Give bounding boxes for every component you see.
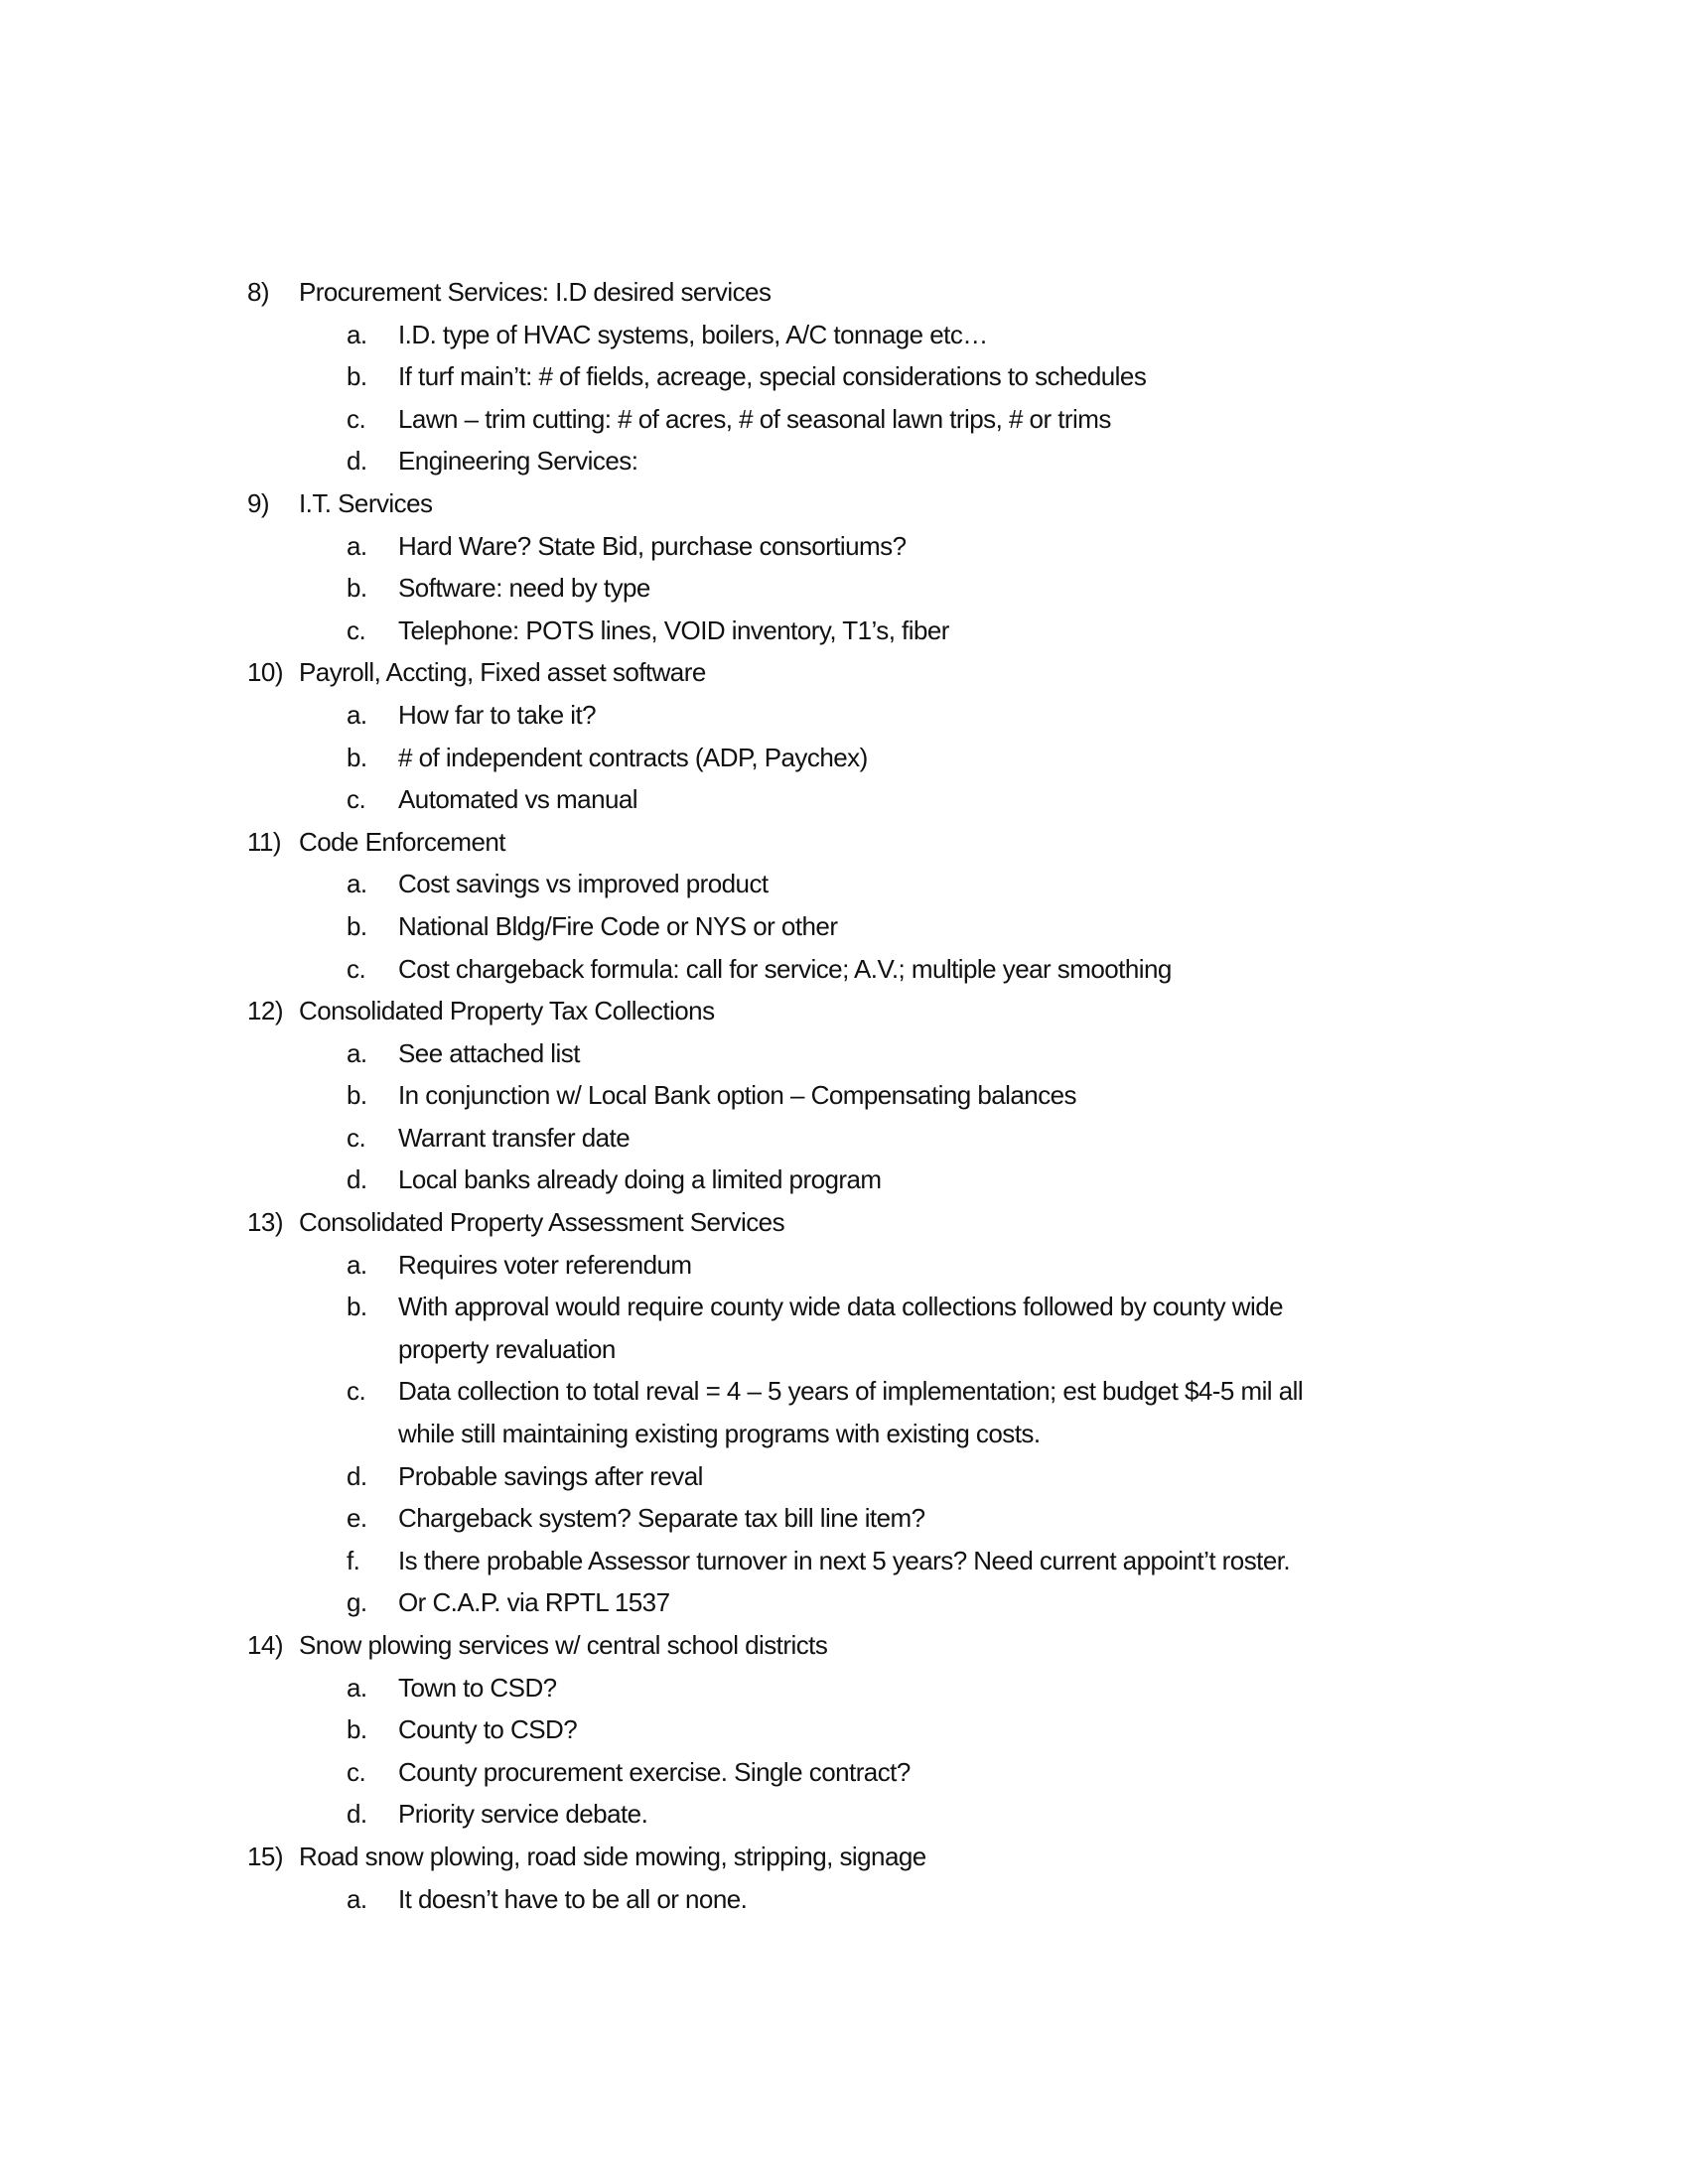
item-letter: c. bbox=[347, 784, 366, 815]
section-heading bbox=[0, 482, 1688, 525]
list-item bbox=[0, 1117, 1688, 1160]
list-item bbox=[0, 1074, 1688, 1117]
item-letter: g. bbox=[347, 1587, 367, 1618]
outline-section bbox=[0, 1201, 1688, 1624]
item-letter: f. bbox=[347, 1545, 360, 1575]
item-letter: d. bbox=[347, 1460, 367, 1491]
list-item bbox=[0, 1793, 1688, 1836]
item-letter: a. bbox=[347, 319, 367, 349]
list-item bbox=[0, 778, 1688, 821]
item-letter: a. bbox=[347, 869, 367, 899]
section-heading bbox=[0, 821, 1688, 864]
item-text: It doesn’t have to be all or none. bbox=[398, 1883, 748, 1914]
list-item-continuation bbox=[0, 1328, 1688, 1371]
outline-section bbox=[0, 1624, 1688, 1836]
item-text: Cost chargeback formula: call for service; A.V.; multiple year smoothing bbox=[398, 953, 1172, 984]
item-text: Or C.A.P. via RPTL 1537 bbox=[398, 1587, 670, 1618]
item-text: County to CSD? bbox=[398, 1714, 578, 1745]
item-text: Is there probable Assessor turnover in next 5 years? Need current appoint’t roster. bbox=[398, 1545, 1291, 1575]
outline-section bbox=[0, 990, 1688, 1201]
item-letter: a. bbox=[347, 1249, 367, 1280]
section-number: 14) bbox=[247, 1630, 283, 1660]
list-item bbox=[0, 355, 1688, 398]
item-letter: a. bbox=[347, 1672, 367, 1703]
outline-section bbox=[0, 271, 1688, 482]
item-text: Hard Ware? State Bid, purchase consortiums? bbox=[398, 530, 907, 561]
item-letter: b. bbox=[347, 1714, 367, 1745]
item-text: If turf main’t: # of fields, acreage, special considerations to schedules bbox=[398, 361, 1147, 392]
list-item bbox=[0, 1159, 1688, 1201]
list-item bbox=[0, 1667, 1688, 1709]
outline-section bbox=[0, 482, 1688, 651]
section-heading bbox=[0, 990, 1688, 1032]
item-text: Town to CSD? bbox=[398, 1672, 557, 1703]
list-item bbox=[0, 948, 1688, 991]
item-letter: b. bbox=[347, 573, 367, 604]
item-letter: a. bbox=[347, 530, 367, 561]
section-title: I.T. Services bbox=[299, 487, 433, 518]
item-text: See attached list bbox=[398, 1037, 580, 1068]
item-letter: a. bbox=[347, 1037, 367, 1068]
list-item bbox=[0, 863, 1688, 905]
list-item bbox=[0, 1244, 1688, 1287]
item-letter: a. bbox=[347, 699, 367, 730]
item-letter: c. bbox=[347, 953, 366, 984]
list-item bbox=[0, 1032, 1688, 1075]
item-text: Requires voter referendum bbox=[398, 1249, 692, 1280]
outline-section bbox=[0, 821, 1688, 990]
list-item bbox=[0, 1370, 1688, 1413]
section-title: Road snow plowing, road side mowing, stripping, signage bbox=[299, 1841, 926, 1871]
item-letter: b. bbox=[347, 1080, 367, 1111]
item-letter: c. bbox=[347, 1122, 366, 1153]
item-letter: d. bbox=[347, 1799, 367, 1830]
list-item bbox=[0, 610, 1688, 652]
section-heading bbox=[0, 1836, 1688, 1878]
section-title: Payroll, Accting, Fixed asset software bbox=[299, 657, 706, 688]
item-text: Local banks already doing a limited program bbox=[398, 1164, 882, 1195]
item-text: With approval would require county wide data collections followed by county wide bbox=[398, 1292, 1284, 1322]
list-item bbox=[0, 440, 1688, 482]
section-title: Code Enforcement bbox=[299, 826, 505, 857]
item-text: # of independent contracts (ADP, Paychex) bbox=[398, 742, 868, 772]
document-body bbox=[0, 271, 1688, 1920]
section-number: 8) bbox=[247, 277, 270, 307]
item-text: Data collection to total reval = 4 – 5 years of implementation; est budget $4-5 mil all bbox=[398, 1376, 1304, 1407]
item-letter: c. bbox=[347, 1376, 366, 1407]
section-title: Consolidated Property Tax Collections bbox=[299, 996, 715, 1026]
item-text: Probable savings after reval bbox=[398, 1460, 703, 1491]
section-number: 10) bbox=[247, 657, 283, 688]
item-letter: b. bbox=[347, 1292, 367, 1322]
item-text: Priority service debate. bbox=[398, 1799, 648, 1830]
item-text: Telephone: POTS lines, VOID inventory, T1’s, fiber bbox=[398, 614, 949, 645]
item-text: Chargeback system? Separate tax bill line item? bbox=[398, 1503, 925, 1534]
item-letter: c. bbox=[347, 1756, 366, 1787]
item-letter: d. bbox=[347, 446, 367, 477]
section-heading bbox=[0, 651, 1688, 694]
item-text: Software: need by type bbox=[398, 573, 650, 604]
section-number: 11) bbox=[247, 826, 281, 857]
outline-section bbox=[0, 1836, 1688, 1920]
list-item bbox=[0, 1751, 1688, 1794]
item-text: while still maintaining existing programs with existing costs. bbox=[398, 1419, 1041, 1449]
section-heading bbox=[0, 271, 1688, 314]
list-item bbox=[0, 567, 1688, 610]
outline-section bbox=[0, 651, 1688, 820]
list-item bbox=[0, 1581, 1688, 1624]
list-item bbox=[0, 314, 1688, 356]
item-letter: b. bbox=[347, 910, 367, 941]
item-letter: c. bbox=[347, 403, 366, 434]
section-number: 13) bbox=[247, 1207, 283, 1238]
list-item bbox=[0, 1540, 1688, 1582]
list-item-continuation bbox=[0, 1413, 1688, 1455]
section-title: Snow plowing services w/ central school districts bbox=[299, 1630, 828, 1660]
section-title: Consolidated Property Assessment Services bbox=[299, 1207, 785, 1238]
list-item bbox=[0, 694, 1688, 737]
list-item bbox=[0, 1878, 1688, 1921]
section-heading bbox=[0, 1624, 1688, 1667]
item-letter: a. bbox=[347, 1883, 367, 1914]
list-item bbox=[0, 737, 1688, 779]
list-item bbox=[0, 905, 1688, 948]
section-heading bbox=[0, 1201, 1688, 1244]
section-number: 9) bbox=[247, 487, 270, 518]
list-item bbox=[0, 1708, 1688, 1751]
item-letter: e. bbox=[347, 1503, 367, 1534]
list-item bbox=[0, 1286, 1688, 1328]
item-text: Warrant transfer date bbox=[398, 1122, 631, 1153]
item-letter: b. bbox=[347, 361, 367, 392]
section-title: Procurement Services: I.D desired services bbox=[299, 277, 772, 307]
item-text: Cost savings vs improved product bbox=[398, 869, 769, 899]
list-item bbox=[0, 398, 1688, 441]
section-number: 12) bbox=[247, 996, 283, 1026]
item-text: Automated vs manual bbox=[398, 784, 638, 815]
item-text: property revaluation bbox=[398, 1333, 616, 1364]
item-text: National Bldg/Fire Code or NYS or other bbox=[398, 910, 838, 941]
item-text: How far to take it? bbox=[398, 699, 597, 730]
item-letter: b. bbox=[347, 742, 367, 772]
item-text: County procurement exercise. Single contract? bbox=[398, 1756, 911, 1787]
item-letter: c. bbox=[347, 614, 366, 645]
item-text: Engineering Services: bbox=[398, 446, 638, 477]
list-item bbox=[0, 1497, 1688, 1540]
section-number: 15) bbox=[247, 1841, 283, 1871]
item-text: In conjunction w/ Local Bank option – Compensating balances bbox=[398, 1080, 1077, 1111]
item-text: I.D. type of HVAC systems, boilers, A/C tonnage etc… bbox=[398, 319, 988, 349]
item-letter: d. bbox=[347, 1164, 367, 1195]
item-text: Lawn – trim cutting: # of acres, # of seasonal lawn trips, # or trims bbox=[398, 403, 1111, 434]
list-item bbox=[0, 1455, 1688, 1498]
list-item bbox=[0, 525, 1688, 568]
